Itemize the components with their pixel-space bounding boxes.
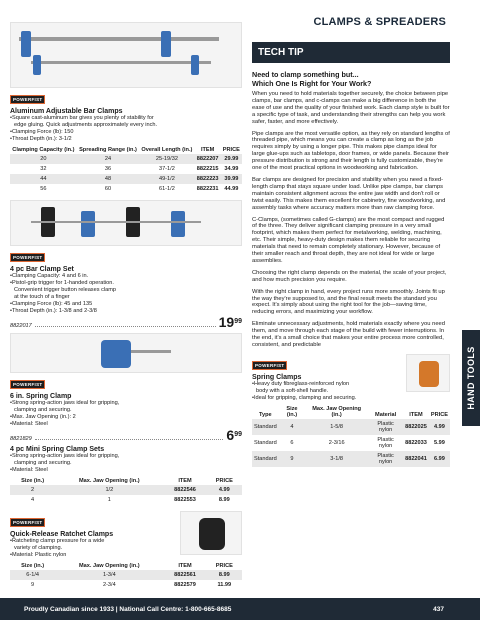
product-bullets: •Square cast-aluminum bar gives you plenty of stability for edge gluing. Quick adjustments approximately every inch. •Clamping Force (lb): 150 •Throat Depth (in.): 3-1/2: [10, 115, 158, 142]
spring-clamps-table: Type Size (in.) Max. Jaw Opening (in.) Material ITEM PRICE Standard 4 1-5/8 Plastic nylon 8822025 4.99 Standard 6 2-3/16 Plastic nylon 8822033 5.99 Standard 9 3-1/8 Plastic nylon 8822041 6.99: [252, 405, 450, 467]
table-row: Standard 4 1-5/8 Plastic nylon 8822025 4.99: [252, 419, 450, 435]
table-row: Standard 9 3-1/8 Plastic nylon 8822041 6.99: [252, 451, 450, 467]
bar-clamp-table: Clamping Capacity (in.) Spreading Range (in.) Overall Length (in.) ITEM PRICE 20 24 25-19/32 8822207 29.99 32 36 37-1/2 8822215 34.99 44 48 49-1/2 8822223 39.99 56 60 61-1/2 8822231 44.99: [10, 146, 242, 194]
tech-tip-subtitle: Need to clamp something but... Which One Is Right for Your Work?: [252, 70, 372, 88]
table-row: 9 2-3/4 8822579 11.99: [31, 582, 232, 588]
product-title: 6 in. Spring Clamp: [10, 393, 72, 400]
tech-tip-heading: TECH TIP: [252, 42, 450, 63]
product-title: Quick-Release Ratchet Clamps: [10, 531, 114, 538]
table-row: 56 60 61-1/2 8822231 44.99: [40, 186, 239, 192]
spring-clamp-image: [10, 333, 242, 373]
page-title: CLAMPS & SPREADERS: [313, 16, 446, 28]
left-column: [10, 22, 242, 590]
sku-price-line: [10, 428, 242, 442]
product-title: Spring Clamps: [252, 373, 302, 381]
brand-badge: POWERFIST: [10, 380, 45, 389]
price: $19^{99}$: [218, 314, 242, 330]
product-title: 4 pc Bar Clamp Set: [10, 266, 74, 273]
product-bullets: •Heavy duty fibreglass-reinforced nylon body with a soft-shell handle. •Ideal for gripping, clamping and securing.: [252, 380, 357, 401]
tech-tip-body: When you need to hold materials together securely, the choice between pipe clamps, bar clamps, and c-clamps can make a big difference in both the ease of use and the quality of your finished work. Each clamp style is built for a specific type of task, and understanding their strengths can help you work safer, faster, and more effectively. Pipe clamps are the most versatile option, as they rely on standard lengths of threaded pipe, which means you can create a clamp as long as the job requires simply by using a longer pipe. This makes pipe clamps ideal for large glue-ups such as tabletops, door frames, or wide panels. Because their pressure distribution is strong and their length is fully customizable, they're one of the most practical options in woodworking and fabrication. Bar clamps are designed for precision and stability when you need a fixed-length clamp that stays square under load. Unlike pipe clamps, bar clamps maintain consistent alignment across the entire jaw width and don't roll or twist easily. This makes them excellent for cabinetry, fine woodworking, and assembly tasks where accuracy matters more than raw clamping force. C-Clamps, (sometimes called G-clamps) are the most compact and rugged of the three. They deliver significant clamping pressure in a very small footprint, which makes them perfect for metalworking, welding, machining, etc. Their simple, heavy-duty design makes them reliable for securing materials that need to remain completely stationary. However, because of their smaller reach and throat depth, they are not ideal for wide or large assemblies. Choosing the right clamp depends on the material, the scale of your project, and how much precision you require. With the right clamp in hand, every project runs more smoothly. Joints fit up the way they're supposed to, and the final result meets the standard you expect. It's simply about using the right tool for the job—saving time, reducing errors, and maximizing your workflow. Eliminate unnecessary adjustments, hold materials exactly where you need them, and move through each stage of the build with fewer interruptions. In the end, it's a small choice that makes your entire process more controlled, consistent, and predictable: [252, 91, 450, 348]
tech-tip-column: [252, 42, 450, 467]
table-row: 20 24 25-19/32 8822207 29.99: [10, 154, 242, 164]
brand-badge: POWERFIST: [10, 95, 45, 104]
footer-contact: Proudly Canadian since 1933 | National Call Centre: 1-800-665-8685: [24, 605, 232, 613]
section-side-tab: HAND TOOLS: [462, 330, 480, 426]
price: $6^{99}$: [226, 427, 242, 443]
sku: 8822017: [10, 323, 32, 329]
page-footer: [0, 598, 480, 620]
spring-clamps-image: [406, 354, 450, 392]
brand-badge: POWERFIST: [10, 518, 45, 527]
sku-price-line: [10, 315, 242, 329]
bar-clamp-image: [10, 22, 242, 88]
table-row: 4 1 8822553 8.99: [31, 497, 230, 503]
mini-spring-table: Size (in.) Max. Jaw Opening (in.) ITEM PRICE 2 1/2 8822546 4.99 4 1 8822553 8.99: [10, 477, 242, 505]
product-bullets: •Strong spring-action jaws ideal for gripping, clamping and securing. •Material: Steel: [10, 453, 120, 473]
table-row: 2 1/2 8822546 4.99: [10, 485, 242, 495]
table-row: 6-1/4 1-3/4 8822561 8.99: [10, 570, 242, 580]
product-bullets: •Clamping Capacity: 4 and 6 in. •Pistol-grip trigger for 1-handed operation. Convenient trigger button releases clamp at the touch of a finger •Clamping Force (lb): 45 and 135 •Throat Depth (in.): 1-3/8 and 2-3/8: [10, 273, 116, 314]
table-row: 32 36 37-1/2 8822215 34.99: [40, 166, 239, 172]
table-row: Standard 6 2-3/16 Plastic nylon 8822033 5.99: [254, 436, 445, 449]
page-number: 437: [433, 605, 444, 613]
product-bullets: •Strong spring-action jaws ideal for gripping, clamping and securing. •Max. Jaw Opening (in.): 2 •Material: Steel: [10, 400, 120, 427]
product-title: Aluminum Adjustable Bar Clamps: [10, 108, 123, 115]
brand-badge: POWERFIST: [252, 361, 287, 370]
brand-badge: POWERFIST: [10, 253, 45, 262]
bar-clamp-set-image: [10, 200, 242, 246]
ratchet-clamp-image: [180, 511, 242, 555]
table-row: 44 48 49-1/2 8822223 39.99: [10, 174, 242, 184]
product-title: 4 pc Mini Spring Clamp Sets: [10, 446, 105, 453]
ratchet-table: Size (in.) Max. Jaw Opening (in.) ITEM PRICE 6-1/4 1-3/4 8822561 8.99 9 2-3/4 8822579 11.99: [10, 562, 242, 590]
sku: 8821829: [10, 436, 32, 442]
product-bullets: •Ratcheting clamp pressure for a wide variety of clamping. •Material: Plastic nylon: [10, 538, 105, 558]
